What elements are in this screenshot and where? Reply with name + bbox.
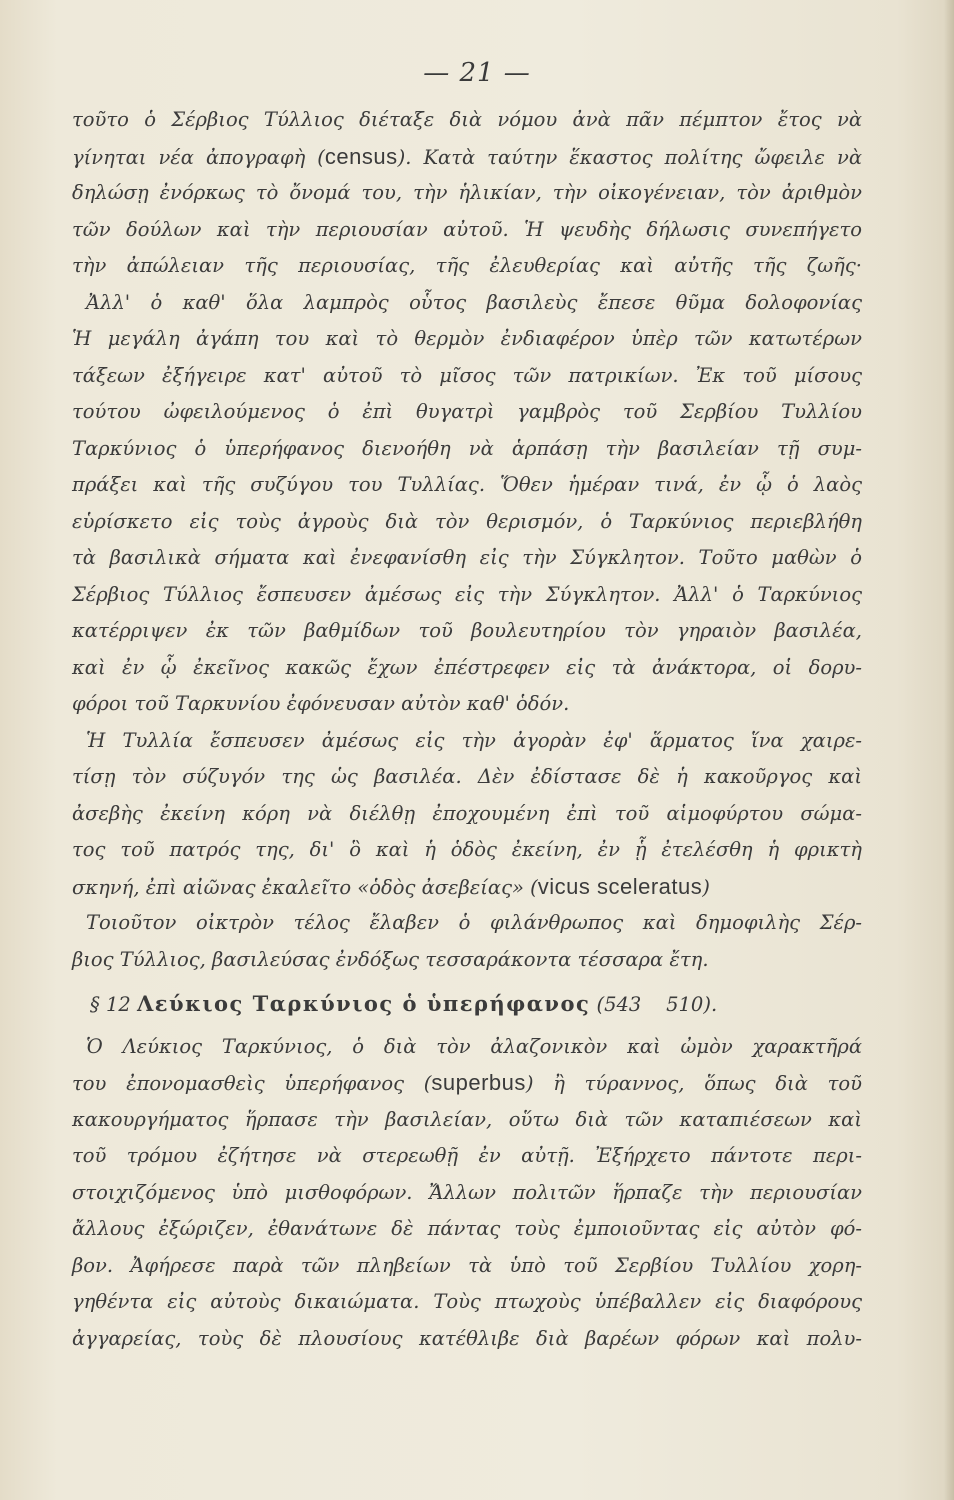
text-line: τὴν ἀπώλειαν τῆς περιουσίας, τῆς ἐλευθερίας καὶ αὐτῆς τῆς ζωῆς· (72, 254, 862, 277)
text-line: τίσῃ τὸν σύζυγόν της ὡς βασιλέα. Δὲν ἐδίστασε δὲ ἡ κακοῦργος καὶ (72, 765, 862, 788)
page-edge-shadow (944, 0, 954, 1500)
text-line: τοῦ τρόμου ἐζήτησε νὰ στερεωθῇ ἐν αὐτῇ. Ἐξήρχετο πάντοτε περι- (72, 1144, 862, 1167)
text-line: τος τοῦ πατρός της, δι' ὃ καὶ ἡ ὁδὸς ἐκείνη, ἐν ᾗ ἐτελέσθη ἡ φρικτὴ (72, 838, 862, 861)
text-line: ἀσεβὴς ἐκείνη κόρη νὰ διέλθῃ ἐποχουμένη ἐπὶ τοῦ αἱμοφύρτου σώμα- (72, 801, 862, 825)
section-dates: (543 510). (596, 993, 718, 1016)
text-line: εὑρίσκετο εἰς τοὺς ἀγροὺς διὰ τὸν θερισμόν, ὁ Ταρκύνιος περιεβλήθη (72, 509, 862, 533)
text-fragment: του ἐπονομασθεὶς ὑπερήφανος ( (72, 1072, 432, 1095)
latin-term: superbus (431, 1070, 526, 1095)
text-fragment: ) (702, 875, 710, 899)
text-line: βον. Ἀφήρεσε παρὰ τῶν πληβείων τὰ ὑπὸ τοῦ Σερβίου Τυλλίου χορη- (72, 1253, 862, 1277)
text-line: κακουργήματος ἥρπασε τὴν βασιλείαν, οὕτω διὰ τῶν καταπιέσεων καὶ (72, 1107, 862, 1131)
text-line: Ἡ μεγάλη ἀγάπη του καὶ τὸ θερμὸν ἐνδιαφέρον ὑπὲρ τῶν κατωτέρων (72, 327, 862, 350)
text-line: τάξεων ἐξήγειρε κατ' αὐτοῦ τὸ μῖσος τῶν πατρικίων. Ἐκ τοῦ μίσους (72, 363, 862, 387)
text-line: τοῦτο ὁ Σέρβιος Τύλλιος διέταξε διὰ νόμου ἀνὰ πᾶν πέμπτον ἔτος νὰ (72, 108, 862, 131)
text-fragment: ). Κατὰ ταύτην ἕκαστος πολίτης ὤφειλε νὰ (397, 145, 862, 169)
text-line: στοιχιζόμενος ὑπὸ μισθοφόρων. Ἄλλων πολιτῶν ἥρπαζε τὴν περιουσίαν (72, 1180, 862, 1204)
section-title: Λεύκιος Ταρκύνιος ὁ ὑπερήφανος (136, 991, 591, 1016)
text-line: δηλώσῃ ἐνόρκως τὸ ὄνομά του, τὴν ἡλικίαν, τὴν οἰκογένειαν, τὸν ἀριθμὸν (72, 181, 862, 204)
text-line (72, 139, 862, 176)
page-number: — 21 — (423, 58, 531, 88)
text-line: Σέρβιος Τύλλιος ἔσπευσεν ἀμέσως εἰς τὴν Σύγκλητον. Ἀλλ' ὁ Ταρκύνιος (72, 582, 862, 606)
text-line: γηθέντα εἰς αὐτοὺς δικαιώματα. Τοὺς πτωχοὺς ὑπέβαλλεν εἰς διαφόρους (72, 1290, 862, 1313)
text-fragment: γίνηται νέα ἀπογραφὴ ( (72, 145, 325, 169)
text-line (72, 869, 862, 906)
text-line: Τοιοῦτον οἰκτρὸν τέλος ἔλαβεν ὁ φιλάνθρωπος καὶ δημοφιλὴς Σέρ- (86, 911, 862, 934)
text-line: πράξει καὶ τῆς συζύγου του Τυλλίας. Ὅθεν ἡμέραν τινά, ἐν ᾧ ὁ λαὸς (72, 473, 862, 496)
text-line: βιος Τύλλιος, βασιλεύσας ἐνδόξως τεσσαράκοντα τέσσαρα ἔτη. (72, 947, 709, 971)
text-line (72, 1065, 862, 1102)
text-line: τῶν δούλων καὶ τὴν περιουσίαν αὐτοῦ. Ἡ ψευδὴς δήλωσις συνεπήγετο (72, 217, 862, 241)
text-line: Ἡ Τυλλία ἔσπευσεν ἀμέσως εἰς τὴν ἀγορὰν ἐφ' ἅρματος ἵνα χαιρε- (86, 728, 862, 752)
text-line: ἀγγαρείας, τοὺς δὲ πλουσίους κατέθλιβε διὰ βαρέων φόρων καὶ πολυ- (72, 1326, 862, 1350)
text-fragment: ) ἢ τύραννος, ὅπως διὰ τοῦ (525, 1072, 862, 1095)
text-line: καὶ ἐν ᾧ ἐκεῖνος κακῶς ἔχων ἐπέστρεφεν εἰς τὰ ἀνάκτορα, οἱ δορυ- (72, 655, 862, 679)
text-fragment: σκηνή, ἐπὶ αἰῶνας ἐκαλεῖτο «ὁδὸς ἀσεβείας» ( (72, 875, 538, 899)
text-line: Ἀλλ' ὁ καθ' ὅλα λαμπρὸς οὗτος βασιλεὺς ἔπεσε θῦμα δολοφονίας (86, 290, 862, 314)
latin-term: census (324, 143, 398, 169)
text-line: Ταρκύνιος ὁ ὑπερήφανος διενοήθη νὰ ἁρπάσῃ τὴν βασιλείαν τῇ συμ- (72, 436, 862, 460)
section-heading (72, 986, 862, 1023)
text-line: κατέρριψεν ἐκ τῶν βαθμίδων τοῦ βουλευτηρίου τὸν γηραιὸν βασιλέα, (72, 619, 862, 642)
latin-term: vicus sceleratus (537, 873, 703, 899)
text-line: φόροι τοῦ Ταρκυνίου ἐφόνευσαν αὐτὸν καθ' ὁδόν. (72, 692, 570, 715)
body-text (72, 102, 862, 1357)
text-line: τὰ βασιλικὰ σήματα καὶ ἐνεφανίσθη εἰς τὴν Σύγκλητον. Τοῦτο μαθὼν ὁ (72, 546, 862, 569)
text-line: ἄλλους ἐξώριζεν, ἐθανάτωνε δὲ πάντας τοὺς ἐμποιοῦντας εἰς αὐτὸν φό- (72, 1217, 862, 1240)
section-number: § 12 (90, 993, 131, 1016)
text-line: τούτου ὠφειλούμενος ὁ ἐπὶ θυγατρὶ γαμβρὸς τοῦ Σερβίου Τυλλίου (72, 400, 862, 423)
text-line: Ὁ Λεύκιος Ταρκύνιος, ὁ διὰ τὸν ἀλαζονικὸν καὶ ὠμὸν χαρακτῆρά (86, 1034, 862, 1058)
